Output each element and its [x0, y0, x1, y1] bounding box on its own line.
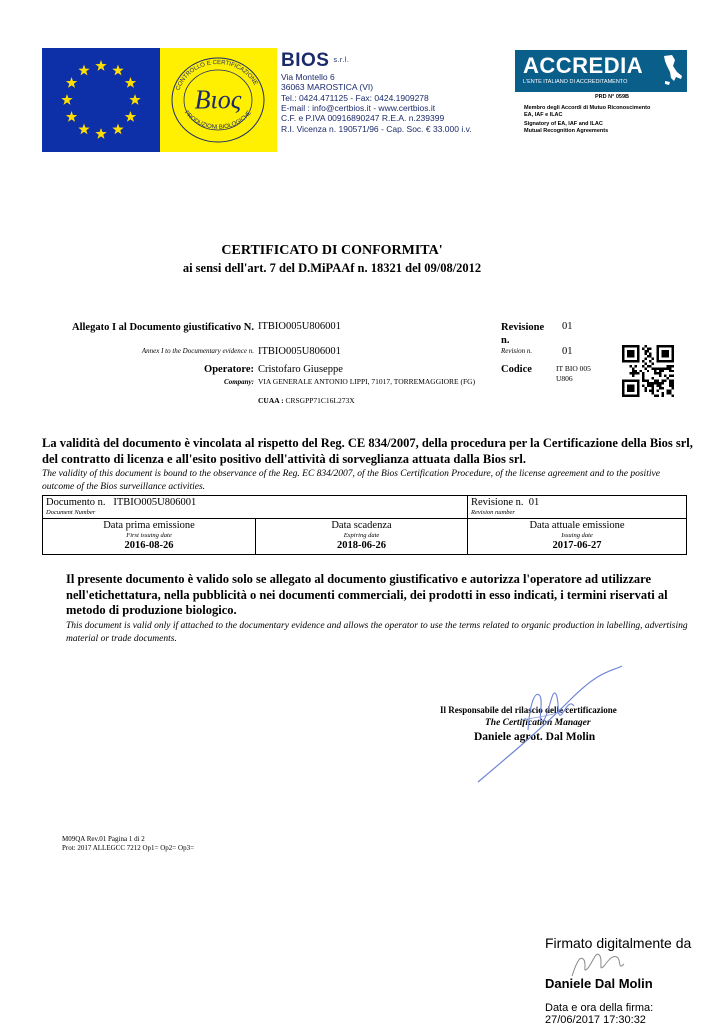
bios-suffix: s.r.l. — [333, 57, 350, 64]
bios-seal-icon — [160, 48, 277, 152]
operatore-value: Cristofaro Giuseppe — [258, 364, 343, 375]
accredia-notes — [524, 105, 694, 134]
bios-ring-text-bottom: PRODUZIONI BIOLOGICHE — [182, 109, 254, 131]
bios-logo-text: Βιος — [194, 85, 242, 114]
company-label: Company: — [224, 378, 254, 386]
accredia-logo — [515, 50, 687, 92]
accredia-note: EA, IAF e ILAC — [524, 111, 563, 118]
footer-protocol: Prot: 2017 ALLEGCC 7212 Op1= Op2= Op3= — [62, 844, 195, 852]
eu-star-icon — [78, 65, 89, 76]
first-issue-date: 2016-08-26 — [124, 540, 174, 551]
current-issue-label: Data attuale emissione — [529, 520, 625, 531]
bios-logo — [160, 48, 277, 152]
eu-stars-icon — [42, 48, 160, 152]
accredia-note: Signatory of EA, IAF and ILAC — [524, 121, 603, 127]
cuaa-line — [258, 396, 355, 405]
italy-map-icon — [662, 54, 684, 88]
accredia-subtitle: L'ENTE ITALIANO DI ACCREDITAMENTO — [523, 79, 628, 85]
document-number-label: Documento n. — [46, 497, 106, 508]
accredia-name: ACCREDIA — [523, 53, 644, 78]
operatore-address: VIA GENERALE ANTONIO LIPPI, 71017, TORREMAGGIORE (FG) — [258, 377, 476, 386]
current-issue-cell — [468, 519, 686, 554]
revision-number-value: 01 — [528, 497, 540, 508]
current-issue-label-en: Issuing date — [561, 532, 593, 539]
cuaa-value: CRSGPP71C16L273X — [285, 396, 355, 405]
digital-signature-date: 27/06/2017 17:30:32 — [545, 1014, 646, 1026]
eu-star-icon — [125, 77, 136, 88]
certificate-title: CERTIFICATO DI CONFORMITA' — [221, 243, 443, 258]
eu-star-icon — [129, 94, 140, 105]
eu-star-icon — [112, 123, 123, 134]
digital-signer-name: Daniele Dal Molin — [545, 976, 653, 991]
eu-star-icon — [112, 65, 123, 76]
revisione-value-en: 01 — [562, 346, 573, 357]
signatory-role-en: The Certification Manager — [485, 718, 591, 728]
bios-name-text: BIOS — [281, 50, 330, 72]
current-issue-date: 2017-06-27 — [552, 540, 602, 551]
first-issue-label: Data prima emissione — [103, 520, 195, 531]
digital-signature-scribble-icon — [568, 944, 628, 980]
operatore-label: Operatore: — [204, 364, 254, 375]
expiry-date: 2018-06-26 — [337, 540, 386, 551]
allegato-value-en: ITBIO005U806001 — [258, 346, 341, 357]
allegato-label-en: Annex I to the Documentary evidence n. — [141, 347, 254, 355]
revision-number-label: Revisione n. — [471, 497, 524, 508]
address-line: Via Montello 6 — [281, 72, 335, 83]
codice-label: Codice — [501, 364, 532, 375]
accredia-note: Mutual Recognition Agreements — [524, 127, 609, 134]
codice-value: IT BIO 005 U806 — [556, 364, 591, 383]
signatory-name: Daniele agrot. Dal Molin — [474, 731, 596, 743]
footer-revision: M09QA Rev.01 Pagina 1 di 2 — [62, 835, 145, 843]
address-line: Tel.: 0424.471125 - Fax: 0424.1909278 — [281, 92, 429, 103]
qr-code-icon — [622, 345, 674, 397]
expiry-cell — [256, 519, 468, 554]
eu-star-icon — [66, 77, 77, 88]
address-line: 36063 MAROSTICA (VI) — [281, 82, 374, 93]
revisione-value: 01 — [562, 321, 573, 332]
document-number-value: ITBIO005U806001 — [113, 497, 197, 508]
document-number-cell — [43, 496, 468, 519]
digital-signature-date-label: Data e ora della firma: — [545, 1002, 654, 1014]
eu-star-icon — [66, 111, 77, 122]
accredia-prd: PRD N° 059B — [595, 94, 629, 100]
revision-number-cell — [468, 496, 686, 519]
cuaa-label: CUAA : — [258, 396, 284, 405]
revisione-label: Revisione n. — [501, 322, 545, 346]
bios-contact-block — [281, 50, 521, 134]
bios-ring-text-top: CONTROLLO E CERTIFICAZIONE — [175, 59, 259, 92]
accredia-note: Membro degli Accordi di Mutuo Riconoscimento — [524, 105, 651, 111]
address-line: R.I. Vicenza n. 190571/96 - Cap. Soc. € 33.000 i.v. — [281, 123, 472, 134]
document-number-en: Document Number — [46, 509, 96, 516]
certificate-subtitle: ai sensi dell'art. 7 del D.MiPAAf n. 18321 del 09/08/2012 — [182, 261, 482, 275]
eu-flag-logo — [42, 48, 160, 152]
first-issue-cell — [43, 519, 256, 554]
revisione-label-en: Revision n. — [501, 347, 533, 355]
notice-text-en: This document is valid only if attached to the documentary evidence and allows the operator to use the terms related to organic production in labelling, advertising material or trade documents. — [66, 621, 688, 644]
signatory-role-it: Il Responsabile del rilascio delle certificazione — [440, 705, 617, 715]
address-line: E-mail : info@certbios.it - www.certbios.it — [281, 102, 436, 113]
eu-star-icon — [95, 128, 106, 139]
digital-signature-label: Firmato digitalmente da — [545, 935, 692, 951]
document-table — [42, 495, 687, 555]
notice-text-it: Il presente documento è valido solo se allegato al documento giustificativo e autorizza l'operatore ad utilizzare nell'etichettatura, nella pubblicità o nei documenti commerciali, dei prodotti in esso indicati, i termini riservati al metodo di produzione biologico. — [66, 572, 668, 617]
revision-number-en: Revision number — [471, 509, 515, 516]
validity-text-en: The validity of this document is bound to the observance of the Reg. EC 834/2007, of the Bios Certification Procedure, of the license agreement and to the positive outcome of the Bios surveillance activities. — [42, 469, 660, 492]
handwritten-signature-icon — [470, 660, 630, 790]
eu-star-icon — [78, 123, 89, 134]
expiry-label-en: Expiring date — [343, 532, 380, 539]
eu-star-icon — [95, 60, 106, 71]
eu-star-icon — [125, 111, 136, 122]
address-line: C.F. e P.IVA 00916890247 R.E.A. n.239399 — [281, 113, 445, 124]
first-issue-label-en: First issuing date — [126, 532, 172, 539]
allegato-value: ITBIO005U806001 — [258, 321, 341, 332]
allegato-label: Allegato I al Documento giustificativo N. — [72, 322, 254, 333]
bios-company-name — [281, 50, 521, 72]
validity-text-it: La validità del documento è vincolata al rispetto del Reg. CE 834/2007, della procedura per la Certificazione della Bios srl, del contratto di licenza e all'esito positivo dell'attività di sorveglianza attuata dalla Bios srl. — [42, 436, 693, 466]
eu-star-icon — [61, 94, 72, 105]
expiry-label: Data scadenza — [331, 520, 392, 531]
